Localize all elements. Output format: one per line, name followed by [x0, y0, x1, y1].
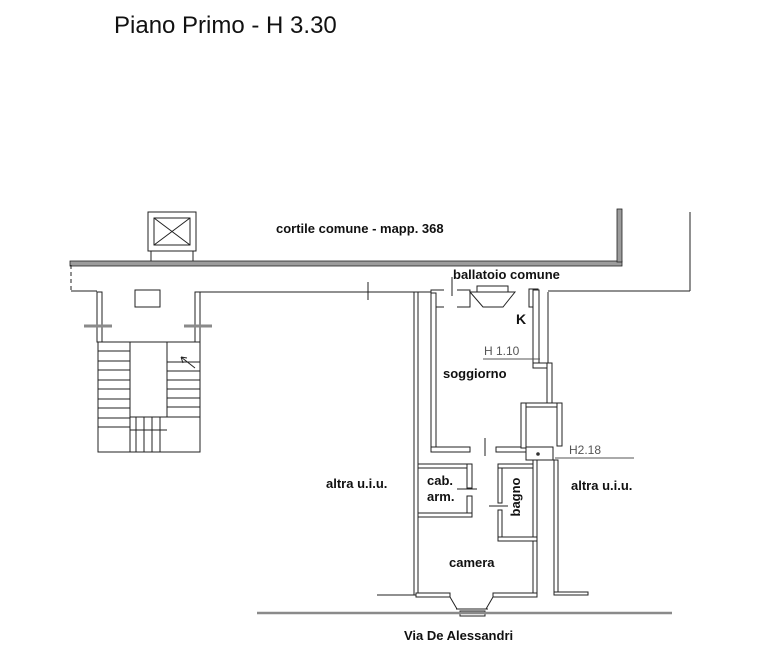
courtyard-wall — [70, 209, 622, 266]
living-room-label: soggiorno — [443, 366, 507, 381]
closet-label — [427, 473, 454, 504]
courtyard-label: cortile comune - mapp. 368 — [276, 221, 444, 236]
elevator-shaft — [148, 212, 196, 261]
niche-dot — [536, 452, 540, 456]
bedroom-label: camera — [449, 555, 495, 570]
page-title: Piano Primo - H 3.30 — [114, 12, 337, 39]
bedroom-bay-splay — [450, 597, 493, 609]
niche-height-label: H2.18 — [569, 443, 602, 457]
other-unit-right-label: altra u.i.u. — [571, 478, 633, 493]
bathroom-label: bagno — [508, 477, 524, 517]
street-label: Via De Alessandri — [404, 628, 514, 643]
entrance-height-label: H 1.10 — [484, 344, 520, 358]
other-unit-left-label: altra u.i.u. — [326, 476, 388, 491]
entrance-door — [431, 286, 538, 307]
closet-label-line1: cab. — [427, 473, 454, 488]
walkway-label: ballatoio comune — [453, 267, 560, 282]
kitchen-label: K — [516, 311, 527, 327]
closet-label-line2: arm. — [427, 488, 455, 504]
staircase — [98, 342, 200, 452]
